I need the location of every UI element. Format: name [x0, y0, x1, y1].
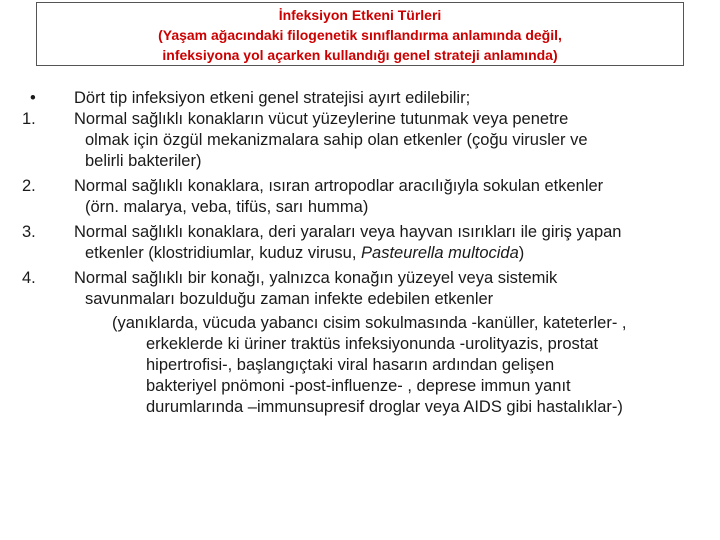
- list-item-3-line-2-text: etkenler (klostridiumlar, kuduz virusu,: [85, 244, 362, 262]
- title-box: [36, 2, 684, 66]
- list-item-1-line-3: belirli bakteriler): [85, 152, 202, 170]
- slide-title: İnfeksiyon Etkeni Türleri: [278, 7, 442, 23]
- examples-text-3: hipertrofisi-, başlangıçtaki viral hasarın ardından gelişen: [146, 356, 555, 374]
- list-item-4: [22, 268, 702, 289]
- examples-text-5: durumlarında –immunsupresif droglar veya AIDS gibi hastalıklar-): [146, 398, 623, 416]
- list-number-1: 1.: [22, 110, 36, 128]
- list-number-2: 2.: [22, 177, 36, 195]
- list-number-4: 4.: [22, 269, 36, 287]
- list-number-3: 3.: [22, 223, 36, 241]
- list-item-1-line-2: olmak için özgül mekanizmalara sahip olan etkenler (çoğu virusler ve: [85, 131, 588, 149]
- list-item-3-line-1: Normal sağlıklı konaklara, deri yaraları veya hayvan ısırıkları ile giriş yapan: [74, 223, 622, 241]
- slide-content: [22, 88, 702, 418]
- intro-text: Dört tip infeksiyon etkeni genel stratejisi ayırt edilebilir;: [74, 89, 471, 107]
- list-item-2-line-1: Normal sağlıklı konaklara, ısıran artropodlar aracılığıyla sokulan etkenler: [74, 177, 604, 195]
- list-item-3: [22, 222, 702, 243]
- examples-line-2: [22, 334, 702, 355]
- species-name: Pasteurella multocida: [361, 244, 519, 262]
- list-item-2-line-2: (örn. malarya, veba, tifüs, sarı humma): [85, 198, 369, 216]
- list-item-1-line-1: Normal sağlıklı konakların vücut yüzeylerine tutunmak veya penetre: [74, 110, 569, 128]
- slide-subtitle-line-1: (Yaşam ağacındaki filogenetik sınıflandırma anlamında değil,: [158, 27, 562, 43]
- intro-line: [22, 88, 702, 109]
- list-item-4-line-1: Normal sağlıklı bir konağı, yalnızca konağın yüzeyel veya sistemik: [74, 269, 558, 287]
- examples-text-4: bakteriyel pnömoni -post-influenze- , deprese immun yanıt: [146, 377, 571, 395]
- slide-subtitle-line-2: infeksiyona yol açarken kullandığı genel strateji anlamında): [162, 47, 558, 63]
- list-item-2: [22, 176, 702, 197]
- list-item-4-line-2: savunmaları bozulduğu zaman infekte edebilen etkenler: [85, 290, 494, 308]
- list-item-4-cont-1: [22, 289, 702, 310]
- bullet-marker: •: [30, 89, 36, 107]
- list-item-3-close: ): [518, 244, 525, 262]
- list-item-3-line-2: [85, 243, 524, 264]
- list-item-1: [22, 109, 702, 130]
- list-item-1-cont-2: [22, 151, 702, 172]
- examples-text-2: erkeklerde ki üriner traktüs infeksiyonunda -urolityazis, prostat: [146, 335, 599, 353]
- list-item-1-cont-1: [22, 130, 702, 151]
- examples-line-1: [22, 313, 702, 334]
- examples-text-1: (yanıklarda, vücuda yabancı cisim sokulmasında -kanüller, kateterler- ,: [112, 314, 627, 332]
- examples-line-5: [22, 397, 702, 418]
- examples-line-3: [22, 355, 702, 376]
- list-item-2-cont-1: [22, 197, 702, 218]
- list-item-3-cont-1: [22, 243, 702, 264]
- examples-line-4: [22, 376, 702, 397]
